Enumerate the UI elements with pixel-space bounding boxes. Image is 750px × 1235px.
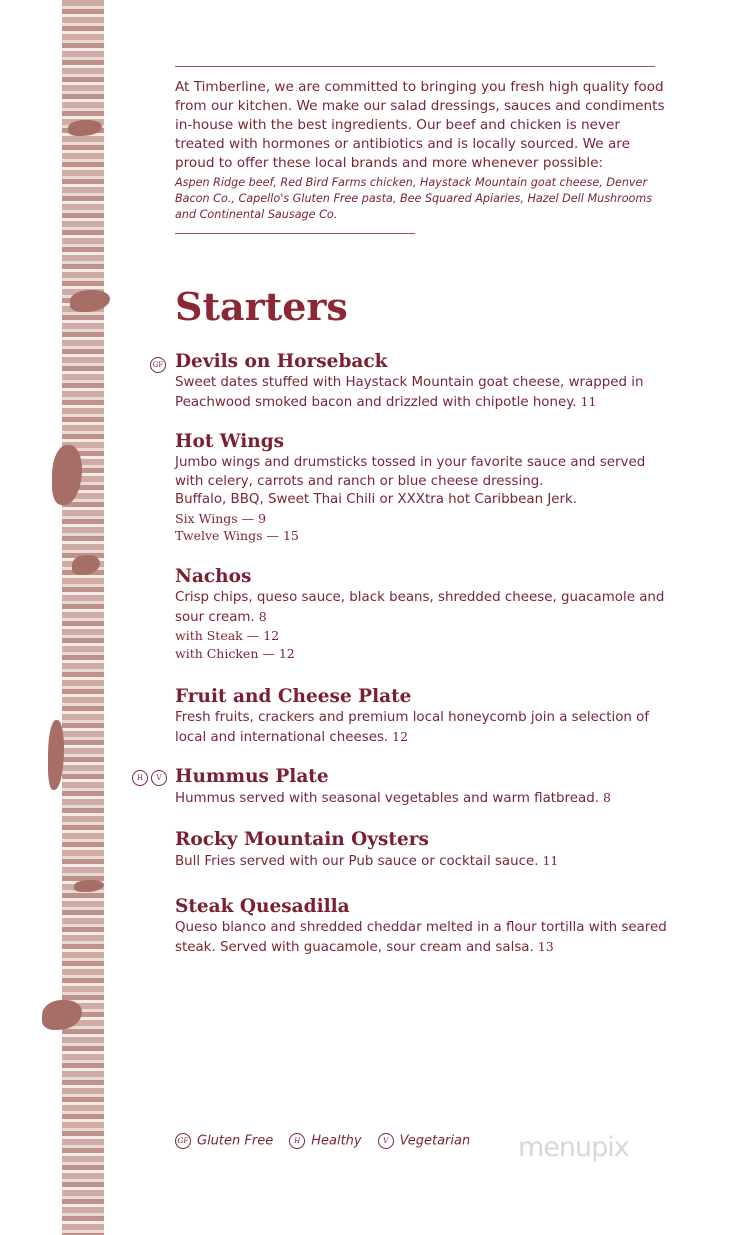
watermark: menupix: [518, 1132, 629, 1163]
item-option: with Steak — 12: [175, 628, 280, 643]
item-name: Fruit and Cheese Plate: [175, 686, 412, 707]
item-sauces: Buffalo, BBQ, Sweet Thai Chili or XXXtra hot Caribbean Jerk.: [175, 492, 578, 507]
local-brands-text: Aspen Ridge beef, Red Bird Farms chicken, Haystack Mountain goat cheese, Denver Bacon Co., Capello's Gluten Free pasta, Bee Squared Apiaries, Hazel Dell Mushrooms and Continental Sausage Co.: [175, 176, 653, 221]
dietary-legend: [175, 1133, 470, 1149]
item-description: Queso blanco and shredded cheddar melted in a flour tortilla with seared steak. Served with guacamole, sour cream and salsa.: [175, 920, 667, 955]
menu-item: [175, 350, 675, 412]
section-title: Starters: [175, 284, 348, 329]
item-price: 13: [537, 938, 554, 954]
item-description: Bull Fries served with our Pub sauce or cocktail sauce.: [175, 854, 539, 869]
intro-text: At Timberline, we are committed to bringing you fresh high quality food from our kitchen. We make our salad dressings, sauces and condiments in-house with the best ingredients. Our beef and chicken is never treated with hormones or antibiotics and is locally sourced. We are proud to offer these local brands and more whenever possible:: [175, 79, 665, 171]
item-price: 11: [542, 853, 559, 868]
item-name: Hot Wings: [175, 431, 285, 452]
legend-label: Vegetarian: [399, 1133, 471, 1149]
item-name: Nachos: [175, 566, 252, 587]
menu-item: [175, 430, 675, 545]
item-name: Hummus Plate: [175, 766, 329, 787]
item-option: Twelve Wings — 15: [175, 528, 299, 543]
vegetarian-badge-icon: V: [151, 770, 167, 786]
item-description: Hummus served with seasonal vegetables and warm flatbread.: [175, 791, 599, 806]
item-price: 8: [258, 608, 267, 624]
menu-item: [175, 765, 675, 809]
item-option: Six Wings — 9: [175, 510, 267, 526]
item-price: 11: [580, 393, 597, 409]
item-name: Rocky Mountain Oysters: [175, 829, 429, 850]
item-price: 8: [602, 790, 611, 805]
item-description: Jumbo wings and drumsticks tossed in your favorite sauce and served with celery, carrots and ranch or blue cheese dressing.: [175, 455, 646, 489]
intro-divider: [175, 233, 415, 234]
item-description: Sweet dates stuffed with Haystack Mountain goat cheese, wrapped in Peachwood smoked bacon and drizzled with chipotle honey.: [175, 375, 644, 410]
item-description: Fresh fruits, crackers and premium local honeycomb join a selection of local and international cheeses.: [175, 710, 650, 745]
menu-item: [175, 565, 675, 662]
item-price: 12: [392, 728, 409, 744]
menu-item: [175, 685, 675, 747]
healthy-badge-icon: H: [132, 770, 148, 786]
legend-label: Gluten Free: [197, 1133, 274, 1149]
gluten-free-badge-icon: GF: [175, 1133, 191, 1149]
menu-item: [175, 895, 675, 957]
gluten-free-badge-icon: GF: [150, 357, 166, 373]
legend-label: Healthy: [311, 1133, 362, 1149]
birch-tree-decoration: [62, 0, 104, 1235]
top-divider: [175, 66, 655, 67]
item-option: with Chicken — 12: [175, 645, 295, 661]
menu-item: [175, 828, 675, 872]
item-description: Crisp chips, queso sauce, black beans, shredded cheese, guacamole and sour cream.: [175, 590, 665, 625]
item-name: Steak Quesadilla: [175, 896, 350, 917]
healthy-badge-icon: H: [289, 1133, 305, 1149]
vegetarian-badge-icon: V: [378, 1133, 394, 1149]
item-name: Devils on Horseback: [175, 351, 388, 372]
